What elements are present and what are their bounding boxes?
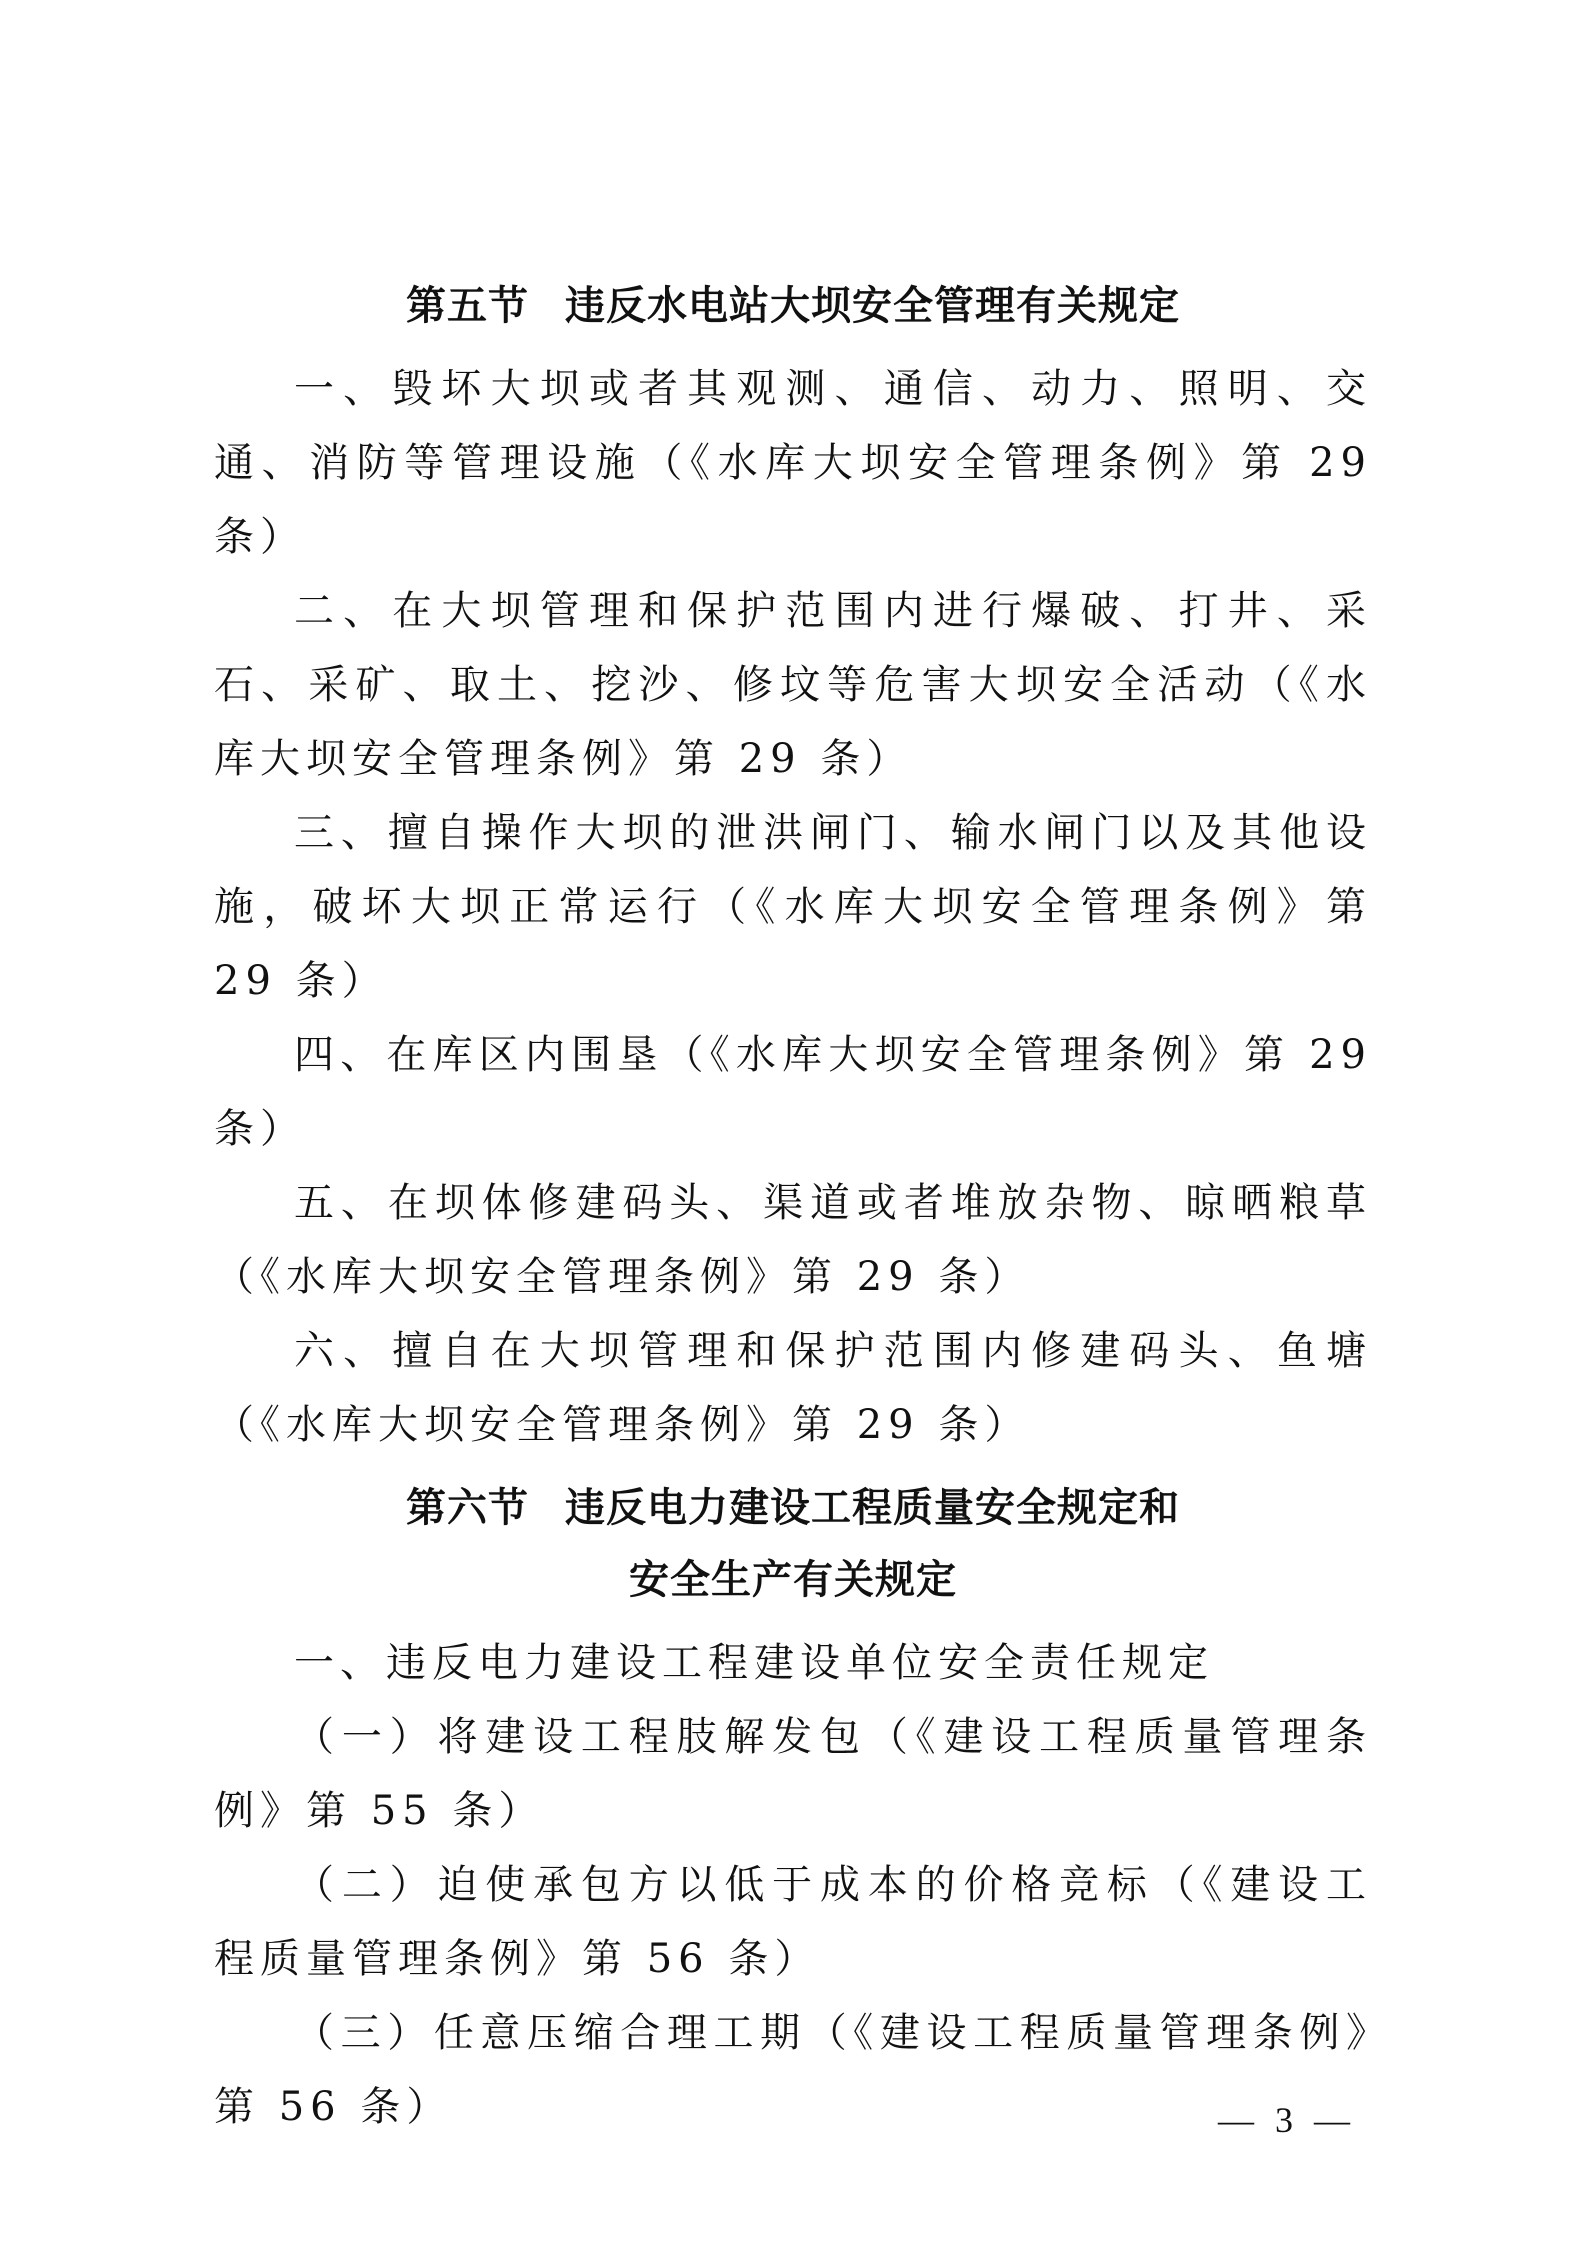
section-6-item-4: （三）任意压缩合理工期（《建设工程质量管理条例》第 56 条）: [214, 2010, 1372, 2130]
document-body: [214, 270, 1372, 2144]
section-5-item-6: 六、擅自在大坝管理和保护范围内修建码头、鱼塘（《水库大坝安全管理条例》第 29 条）: [214, 1328, 1372, 1448]
page-number: — 3 —: [1218, 2100, 1356, 2140]
section-6-heading-line-1: [214, 1472, 1372, 1544]
section-5-title: 违反水电站大坝安全管理有关规定: [565, 282, 1180, 329]
section-6-item-3: （二）迫使承包方以低于成本的价格竞标（《建设工程质量管理条例》第 56 条）: [214, 1862, 1372, 1982]
section-5-item-2: 二、在大坝管理和保护范围内进行爆破、打井、采石、采矿、取土、挖沙、修坟等危害大坝安全活动（《水库大坝安全管理条例》第 29 条）: [214, 588, 1372, 782]
section-5-number: 第五节: [406, 282, 529, 329]
section-5-item-5: 五、在坝体修建码头、渠道或者堆放杂物、晾晒粮草（《水库大坝安全管理条例》第 29 条）: [214, 1180, 1372, 1300]
section-5-item-3: 三、擅自操作大坝的泄洪闸门、输水闸门以及其他设施，破坏大坝正常运行（《水库大坝安全管理条例》第 29 条）: [214, 810, 1372, 1004]
section-5-heading: [214, 270, 1372, 342]
section-6-heading: [214, 1472, 1372, 1616]
section-6-number: 第六节: [406, 1484, 529, 1531]
section-6-item-1: 一、违反电力建设工程建设单位安全责任规定: [294, 1640, 1214, 1686]
section-6-title-line-2: 安全生产有关规定: [629, 1556, 957, 1603]
section-6-title-line-1: 违反电力建设工程质量安全规定和: [565, 1484, 1180, 1531]
section-6-item-2: （一）将建设工程肢解发包（《建设工程质量管理条例》第 55 条）: [214, 1714, 1372, 1834]
section-5-item-1: 一、毁坏大坝或者其观测、通信、动力、照明、交通、消防等管理设施（《水库大坝安全管理条例》第 29 条）: [214, 366, 1372, 560]
section-5-item-4: 四、在库区内围垦（《水库大坝安全管理条例》第 29 条）: [214, 1032, 1372, 1152]
